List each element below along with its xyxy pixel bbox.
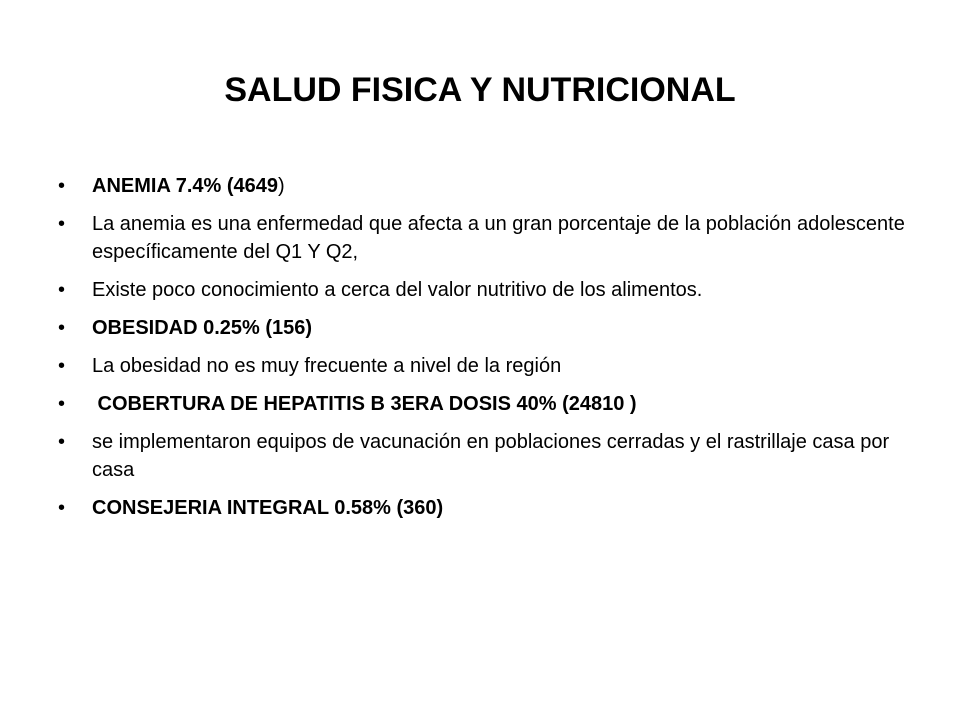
bullet-dot: • [58, 175, 66, 197]
bullet-item-consejeria [58, 494, 908, 522]
bullet-text: La anemia es una enfermedad que afecta a un gran porcentaje de la población adolescente específicamente del Q1 Y Q2, [92, 213, 905, 263]
bullet-item-obesidad-desc [58, 352, 908, 380]
slide-title: SALUD FISICA Y NUTRICIONAL [224, 71, 736, 109]
bullet-text: ) [278, 175, 285, 197]
bullet-text-bold: ANEMIA 7.4% (4649 [92, 175, 278, 197]
bullet-text: Existe poco conocimiento a cerca del valor nutritivo de los alimentos. [92, 279, 703, 301]
bullet-text-bold: OBESIDAD 0.25% (156) [92, 317, 313, 339]
bullet-dot: • [58, 355, 66, 377]
bullet-text-bold: CONSEJERIA INTEGRAL 0.58% (360) [92, 497, 444, 519]
bullet-item-hepatitis [58, 390, 908, 418]
bullet-list [58, 172, 908, 532]
bullet-dot: • [58, 317, 66, 339]
bullet-dot: • [58, 279, 66, 301]
bullet-dot: • [58, 213, 66, 235]
bullet-text: La obesidad no es muy frecuente a nivel de la región [92, 355, 562, 377]
bullet-item-obesidad [58, 314, 908, 342]
bullet-text-bold: COBERTURA DE HEPATITIS B 3ERA DOSIS 40% (24810 ) [92, 393, 637, 415]
bullet-dot: • [58, 431, 66, 453]
bullet-dot: • [58, 393, 66, 415]
bullet-item-nutrition [58, 276, 908, 304]
bullet-item-vacunacion [58, 428, 908, 484]
bullet-item-anemia-desc [58, 210, 908, 266]
bullet-text: se implementaron equipos de vacunación en poblaciones cerradas y el rastrillaje casa por casa [92, 431, 890, 481]
bullet-dot: • [58, 497, 66, 519]
bullet-item-anemia [58, 172, 908, 200]
